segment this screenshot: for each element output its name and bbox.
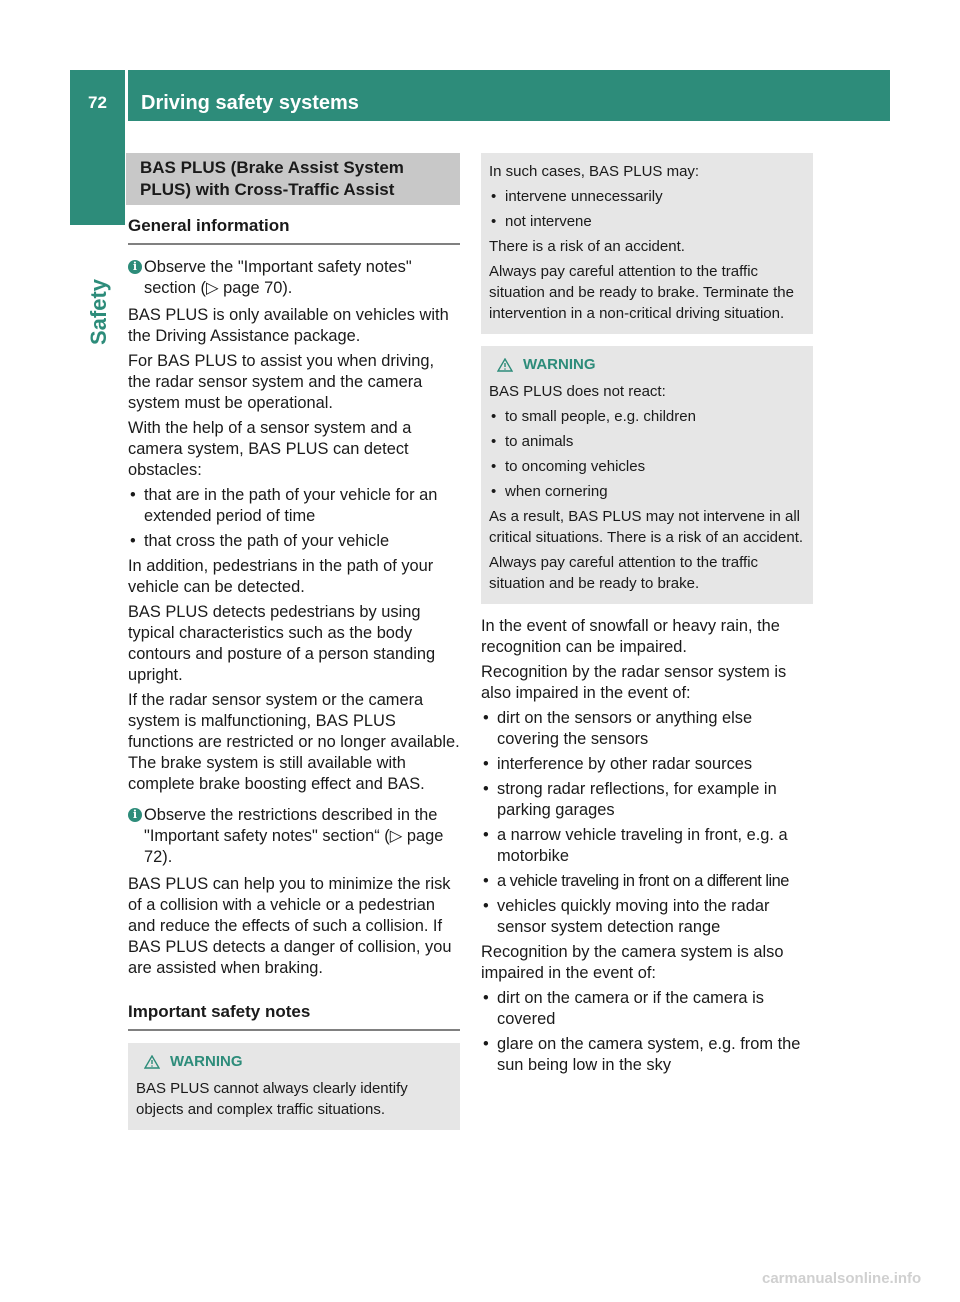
side-tab [70,121,125,225]
important-safety-notes-heading: Important safety notes [128,1001,460,1031]
paragraph: For BAS PLUS to assist you when driving, the radar sensor system and the camera system must be operational. [128,352,435,412]
paragraph: BAS PLUS can help you to minimize the risk of a collision with a vehicle or a pedestrian and reduce the effects of such a collision. If BAS PLUS detects a danger of collision, you are assisted when braking. [128,875,452,977]
info-note [128,805,460,868]
list-item: • dirt on the camera or if the camera is covered [481,988,813,1030]
info-icon: i [128,260,142,274]
list-item: • interference by other radar sources [481,754,813,775]
side-section-label: Safety [86,278,111,345]
warning-text: Always pay careful attention to the traffic situation and be ready to brake. [489,554,759,592]
warning-text: Always pay careful attention to the traffic situation and be ready to brake. Terminate the intervention in a non-critical driving situation. [489,263,794,322]
list-item: • strong radar reflections, for example in parking garages [481,779,813,821]
list-item: • not intervene [489,211,805,232]
info-note-text: Observe the restrictions described in the "Important safety notes" section“ (▷ page 72). [144,806,444,866]
left-column [128,153,460,1130]
watermark-footer: carmanualsonline.info [762,1270,922,1287]
warning-header [136,1051,452,1072]
paragraph: BAS PLUS is only available on vehicles with the Driving Assistance package. [128,306,449,345]
warning-text: There is a risk of an accident. [489,238,685,255]
warning-triangle-icon [144,1055,160,1069]
info-icon: i [128,808,142,822]
section-heading: BAS PLUS (Brake Assist System PLUS) with Cross-Traffic Assist [126,153,460,205]
warning-box-continued [481,153,813,334]
list-item: • a vehicle traveling in front on a different line [481,871,813,892]
paragraph: In the event of snowfall or heavy rain, the recognition can be impaired. [481,617,780,656]
list-item: • that are in the path of your vehicle for an extended period of time [128,485,460,527]
warning-text: BAS PLUS cannot always clearly identify objects and complex traffic situations. [136,1080,408,1118]
list-item: • to small people, e.g. children [489,406,805,427]
warning-label: WARNING [170,1053,243,1070]
list-item: • intervene unnecessarily [489,186,805,207]
general-information-heading: General information [128,215,460,245]
list-item: • to animals [489,431,805,452]
list-item: • that cross the path of your vehicle [128,531,460,552]
list-item: • glare on the camera system, e.g. from the sun being low in the sky [481,1034,813,1076]
warning-box [481,346,813,604]
warning-triangle-icon [497,358,513,372]
list-item: • vehicles quickly moving into the radar sensor system detection range [481,896,813,938]
warning-text: As a result, BAS PLUS may not intervene in all critical situations. There is a risk of an accident. [489,508,804,546]
paragraph: With the help of a sensor system and a camera system, BAS PLUS can detect obstacles: [128,419,412,479]
warning-header [489,354,805,375]
info-note [128,257,460,299]
warning-text: In such cases, BAS PLUS may: [489,163,700,180]
paragraph: In addition, pedestrians in the path of your vehicle can be detected. [128,557,434,596]
list-item: • when cornering [489,481,805,502]
header-divider [125,70,128,121]
page-number: 72 [88,93,107,112]
paragraph: If the radar sensor system or the camera system is malfunctioning, BAS PLUS functions are restricted or no longer available. The brake system is still available with complete brake boosting effect and BAS. [128,691,460,793]
right-column [481,153,813,1080]
warning-text: BAS PLUS does not react: [489,383,666,400]
paragraph: Recognition by the radar sensor system is also impaired in the event of: [481,663,787,702]
info-note-text: Observe the "Important safety notes" section (▷ page 70). [144,258,412,297]
page-title: Driving safety systems [141,92,359,114]
list-item: • to oncoming vehicles [489,456,805,477]
warning-box [128,1043,460,1130]
list-item: • dirt on the sensors or anything else covering the sensors [481,708,813,750]
paragraph: Recognition by the camera system is also impaired in the event of: [481,943,784,982]
paragraph: BAS PLUS detects pedestrians by using typical characteristics such as the body contours and posture of a person standing upright. [128,603,436,684]
list-item: • a narrow vehicle traveling in front, e.g. a motorbike [481,825,813,867]
warning-label: WARNING [523,356,596,373]
